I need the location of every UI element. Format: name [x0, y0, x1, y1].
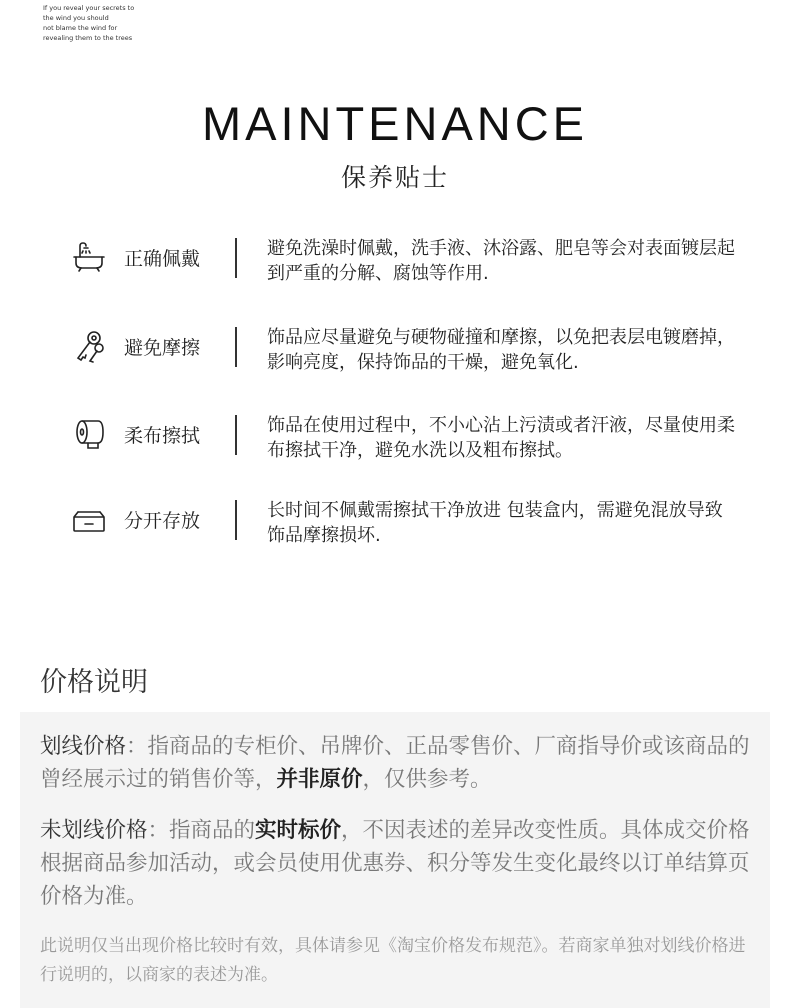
keys-icon: [72, 329, 106, 363]
price-note: 此说明仅当出现价格比较时有效，具体请参见《淘宝价格发布规范》。若商家单独对划线价格进行说明的，以商家的表述为准。: [40, 936, 746, 985]
current-price-text: ：指商品的: [147, 818, 256, 843]
tip-desc: 长时间不佩戴需擦拭干净放进 包装盒内，需避免混放导致饰品摩擦损坏.: [267, 500, 723, 546]
strikethrough-price-text: ：指商品的专柜价、吊牌价、正品零售价、厂商指导价或该商品的曾经展示过的销售价等，: [40, 734, 750, 792]
tip-desc: 饰品应尽量避免与硬物碰撞和摩擦，以免把表层电镀磨掉，影响亮度，保持饰品的干燥，避免氧化.: [267, 327, 735, 373]
divider: [235, 415, 237, 455]
tagline: If you reveal your secrets to the wind you should not blame the wind for revealing them to the trees: [43, 4, 135, 42]
page-title: MAINTENANCE: [201, 97, 589, 150]
tip-item: [0, 498, 790, 568]
page-subtitle: 保养贴士: [340, 163, 449, 192]
storage-box-icon: [72, 502, 106, 536]
tip-label: 正确佩戴: [124, 248, 201, 270]
tip-item: [0, 325, 790, 395]
current-price-key: 未划线价格: [40, 818, 148, 843]
tip-item: [0, 236, 790, 306]
divider: [235, 238, 237, 278]
tip-label: 分开存放: [124, 510, 201, 532]
cloth-roll-icon: [72, 417, 106, 451]
bathtub-icon: [72, 240, 106, 274]
divider: [235, 500, 237, 540]
divider: [235, 327, 237, 367]
not-original-price-emphasis: 并非原价: [276, 767, 363, 792]
current-price-paragraph: [40, 814, 750, 913]
strikethrough-price-suffix: ，仅供参考。: [362, 767, 492, 792]
tip-label: 避免摩擦: [124, 337, 201, 359]
strikethrough-price-paragraph: [40, 730, 750, 796]
price-explanation-box: [20, 712, 770, 1008]
price-heading: 价格说明: [40, 667, 148, 698]
strikethrough-price-key: 划线价格: [40, 734, 127, 759]
current-price-suffix: ，不因表述的差异改变性质。具体成交价格根据商品参加活动，或会员使用优惠券、积分等发生变化最终以订单结算页价格为准。: [40, 818, 750, 909]
realtime-price-emphasis: 实时标价: [255, 818, 342, 843]
tip-desc: 饰品在使用过程中，不小心沾上污渍或者汗液，尽量使用柔布擦拭干净，避免水洗以及粗布擦拭。: [267, 415, 735, 461]
tip-item: [0, 413, 790, 483]
tip-desc: 避免洗澡时佩戴，洗手液、沐浴露、肥皂等会对表面镀层起到严重的分解、腐蚀等作用.: [267, 238, 735, 284]
tip-label: 柔布擦拭: [124, 425, 201, 447]
